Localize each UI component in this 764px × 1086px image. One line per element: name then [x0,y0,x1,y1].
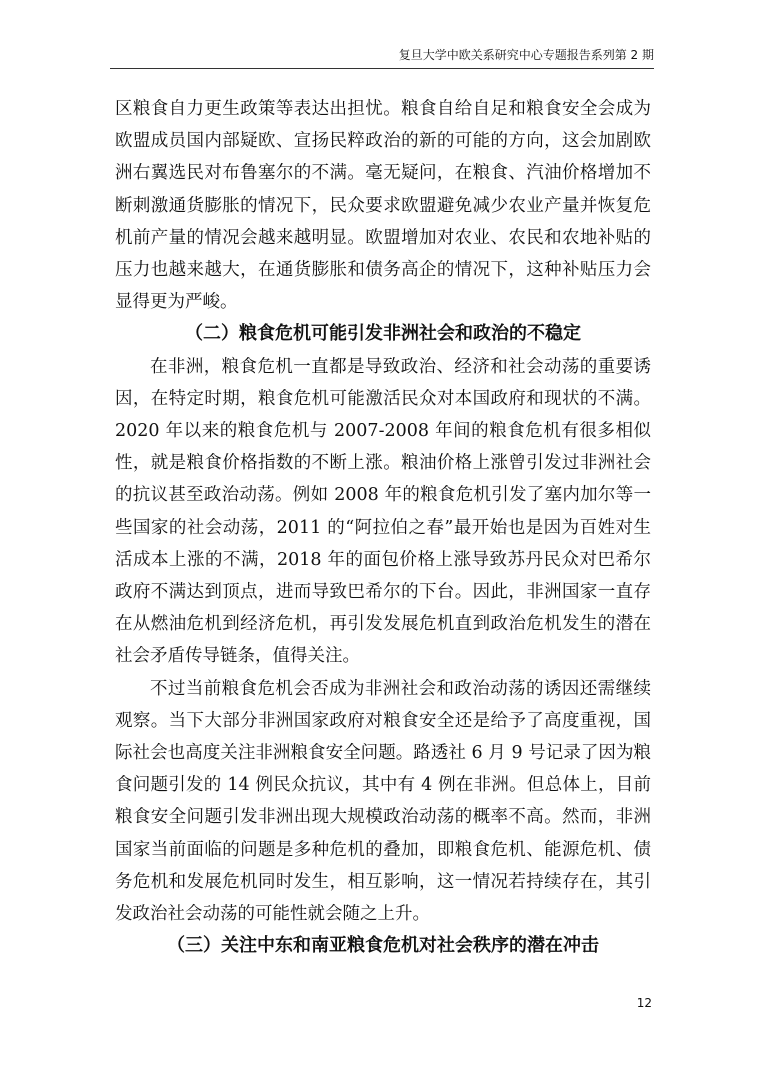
body-paragraph-africa-outlook: 不过当前粮食危机会否成为非洲社会和政治动荡的诱因还需继续观察。当下大部分非洲国家政府对粮食安全还是给予了高度重视，国际社会也高度关注非洲粮食安全问题。路透社 6 月 9 号记录了因为粮食问题引发的 14 例民众抗议，其中有 4 例在非洲。但总体上，目前粮食安全问题引发非洲出现大规模政治动荡的概率不高。然而，非洲国家当前面临的问题是多种危机的叠加，即粮食危机、能源危机、债务危机和发展危机同时发生，相互影响，这一情况若持续存在，其引发政治社会动荡的可能性就会随之上升。 [115,678,651,925]
body-paragraph-africa-history: 在非洲，粮食危机一直都是导致政治、经济和社会动荡的重要诱因，在特定时期，粮食危机可能激活民众对本国政府和现状的不满。2020 年以来的粮食危机与 2007-2008 年间的粮食危机有很多相似性，就是粮食价格指数的不断上涨。粮油价格上涨曾引发过非洲社会的抗议甚至政治动荡。例如 2008 年的粮食危机引发了塞内加尔等一些国家的社会动荡，2011 的“阿拉伯之春”最开始也是因为百姓对生活成本上涨的不满，2018 年的面包价格上涨导致苏丹民众对巴希尔政府不满达到顶点，进而导致巴希尔的下台。因此，非洲国家一直存在从燃油危机到经济危机，再引发发展危机直到政治危机发生的潜在社会矛盾传导链条，值得关注。 [115,356,651,667]
body-paragraph-continued: 区粮食自力更生政策等表达出担忧。粮食自给自足和粮食安全会成为欧盟成员国内部疑欧、宣扬民粹政治的新的可能的方向，这会加剧欧洲右翼选民对布鲁塞尔的不满。毫无疑问，在粮食、汽油价格增加不断刺激通货膨胀的情况下，民众要求欧盟避免减少农业产量并恢复危机前产量的情况会越来越明显。欧盟增加对农业、农民和农地补贴的压力也越来越大，在通货膨胀和债务高企的情况下，这种补贴压力会显得更为严峻。 [115,99,651,313]
page-body [115,93,651,962]
page-number: 12 [636,996,652,1010]
running-header [110,46,654,69]
section-heading-middle-east: （三）关注中东和南亚粮食危机对社会秩序的潜在冲击 [167,935,599,957]
header-title: 复旦大学中欧关系研究中心专题报告系列第 2 期 [398,48,654,62]
section-heading-africa: （二）粮食危机可能引发非洲社会和政治的不稳定 [185,323,581,345]
